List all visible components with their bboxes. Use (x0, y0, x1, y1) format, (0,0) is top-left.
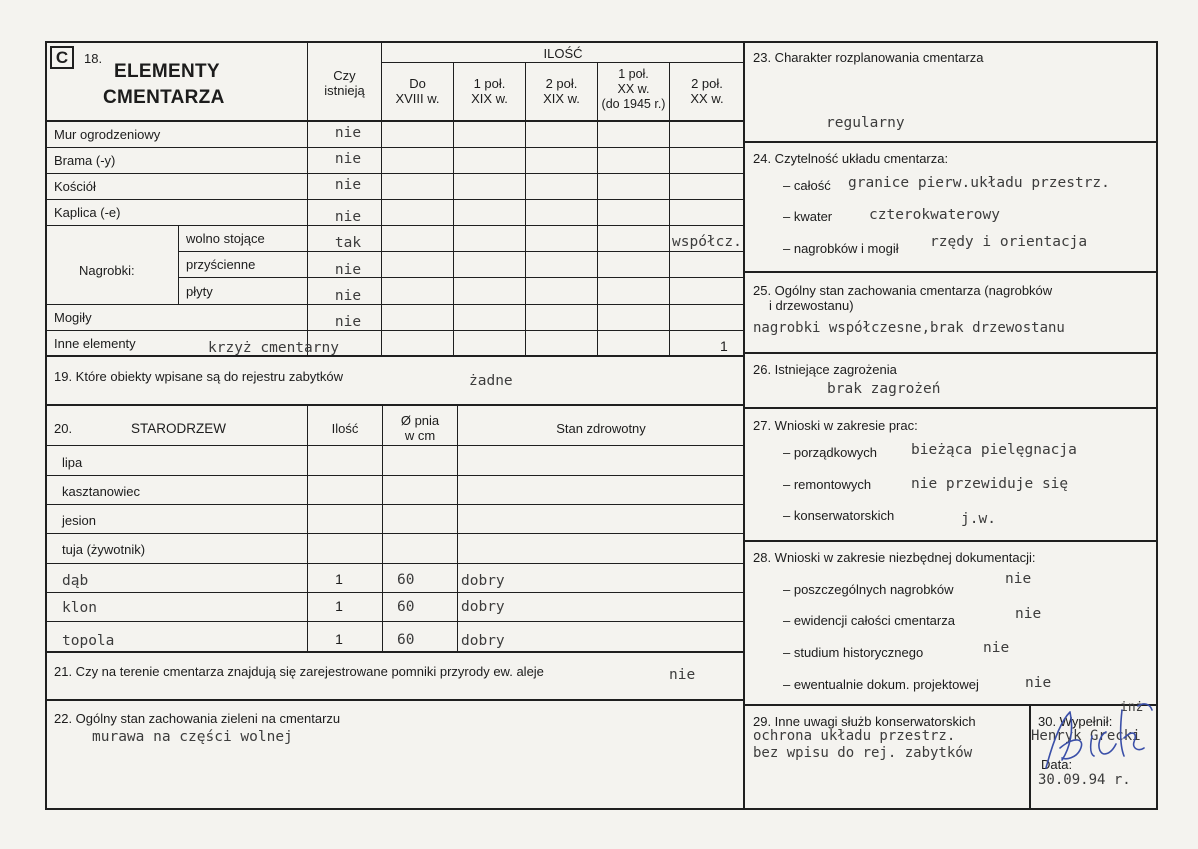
period-header-5: 2 poł. XX w. (690, 76, 724, 106)
s19-label: 19. Które obiekty wpisane są do rejestru zabytków (54, 369, 344, 384)
rule (45, 173, 744, 174)
rule (381, 62, 744, 63)
tree-name: tuja (żywotnik) (62, 542, 146, 557)
s20-number: 20. (54, 421, 73, 436)
row-label: Kościół (54, 179, 96, 194)
s20-col-qty: Ilość (331, 421, 359, 436)
col-header-exists: Czy istnieją (324, 68, 365, 98)
s25-value: nagrobki współczesne,brak drzewostanu (753, 320, 1065, 336)
s23-value: regularny (826, 115, 905, 131)
rule (45, 225, 744, 226)
s20-title: STARODRZEW (131, 421, 226, 436)
rule (45, 651, 744, 653)
rule (745, 271, 1157, 273)
period-header-2: 1 poł. XIX w. (471, 76, 508, 106)
row-label: Mur ogrodzeniowy (54, 127, 161, 142)
s28-item-label: – ewentualnie dokum. projektowej (783, 677, 979, 692)
rule (45, 404, 744, 406)
rule (45, 355, 744, 357)
rule (669, 62, 670, 357)
s30-date: 30.09.94 r. (1038, 772, 1131, 788)
row-exists-value: tak (334, 235, 362, 251)
tree-diam: 60 (397, 632, 415, 648)
rule (178, 251, 744, 252)
s28-item-value: nie (1005, 571, 1032, 587)
s27-item-label: – porządkowych (783, 445, 877, 460)
rule (45, 699, 744, 701)
s22-value: murawa na części wolnej (92, 729, 293, 745)
rule (745, 407, 1157, 409)
period-header-4: 1 poł. XX w. (do 1945 r.) (601, 67, 666, 111)
rule (745, 41, 1158, 43)
rule (45, 563, 744, 564)
section-number: 18. (84, 51, 103, 66)
s30-name: Henryk Grecki (1031, 728, 1141, 744)
tree-name: klon (62, 600, 97, 616)
s25-label-cont: i drzewostanu) (769, 298, 854, 313)
row-label: przyścienne (186, 257, 256, 272)
row-exists-value: nie (334, 288, 362, 304)
tree-health: dobry (461, 633, 505, 649)
rule (1156, 41, 1158, 810)
tree-name: lipa (62, 455, 83, 470)
s27-label: 27. Wnioski w zakresie prac: (753, 418, 918, 433)
tree-qty: 1 (335, 571, 343, 587)
row-extra-value: współcz. (672, 234, 742, 250)
rule (45, 504, 744, 505)
s24-item-value: granice pierw.układu przestrz. (848, 175, 1110, 191)
s29-line1: ochrona układu przestrz. (753, 728, 956, 744)
s22-label: 22. Ogólny stan zachowania zieleni na cmentarzu (54, 711, 341, 726)
tree-name: kasztanowiec (62, 484, 141, 499)
rule (745, 141, 1157, 143)
period-header-3: 2 poł. XIX w. (543, 76, 580, 106)
s20-col-diam: Ø pnia w cm (400, 413, 440, 443)
row-label: Inne elementy (54, 336, 136, 351)
s29-label: 29. Inne uwagi służb konserwatorskich (753, 714, 976, 729)
rule (745, 352, 1157, 354)
tree-name: topola (62, 633, 115, 649)
s20-col-health: Stan zdrowotny (556, 421, 646, 436)
row-exists-value: nie (334, 262, 362, 278)
row-label: płyty (186, 284, 213, 299)
rule (45, 199, 744, 200)
rule (45, 120, 744, 122)
s30-date-label: Data: (1041, 757, 1073, 772)
s27-item-label: – konserwatorskich (783, 508, 895, 523)
s28-item-value: nie (983, 640, 1010, 656)
s28-item-label: – studium historycznego (783, 645, 924, 660)
s24-item-label: – całość (783, 178, 831, 193)
row-label: Kaplica (-e) (54, 205, 121, 220)
rule (45, 592, 744, 593)
s28-label: 28. Wnioski w zakresie niezbędnej dokumentacji: (753, 550, 1036, 565)
row-exists-value: nie (334, 151, 362, 167)
row-exists-value: nie (334, 177, 362, 193)
s30-label: 30. Wypełnił: (1038, 714, 1113, 729)
s28-item-label: – poszczególnych nagrobków (783, 582, 954, 597)
rule (45, 304, 744, 305)
rule (745, 540, 1157, 542)
s21-value: nie (669, 667, 696, 683)
s26-label: 26. Istniejące zagrożenia (753, 362, 897, 377)
nagrobki-label: Nagrobki: (79, 263, 135, 278)
row-label: wolno stojące (186, 231, 265, 246)
rule (178, 277, 744, 278)
section-letter-box: C (50, 46, 74, 69)
row-exists-value: nie (334, 209, 362, 225)
row-exists-value: nie (334, 125, 362, 141)
rule (45, 41, 47, 810)
period-header-1: Do XVIII w. (395, 76, 440, 106)
s29-line2: bez wpisu do rej. zabytków (753, 745, 973, 761)
col-header-quantity: ILOŚĆ (543, 46, 583, 61)
s24-item-label: – nagrobków i mogił (783, 241, 899, 256)
rule (307, 406, 308, 651)
tree-name: jesion (62, 513, 96, 528)
row-count-value: 1 (720, 338, 728, 354)
rule (45, 533, 744, 534)
s30-title-prefix: inż (1120, 700, 1144, 715)
tree-name: dąb (62, 573, 89, 589)
row-label: Brama (-y) (54, 153, 116, 168)
section-title-line2: CMENTARZA (103, 87, 225, 108)
s28-item-value: nie (1015, 606, 1042, 622)
rule (1029, 704, 1031, 809)
s24-item-value: czterokwaterowy (869, 207, 1000, 223)
tree-diam: 60 (397, 572, 415, 588)
s27-item-value: nie przewiduje się (911, 476, 1069, 492)
rule (525, 62, 526, 357)
handwritten-signature (1040, 698, 1158, 778)
s27-item-label: – remontowych (783, 477, 872, 492)
s19-value: żadne (469, 373, 513, 389)
tree-diam: 60 (397, 599, 415, 615)
rule (45, 147, 744, 148)
rule (457, 406, 458, 651)
tree-health: dobry (461, 573, 505, 589)
rule (45, 330, 744, 331)
row-exists-value: nie (334, 314, 362, 330)
rule (45, 621, 744, 622)
s24-label: 24. Czytelność układu cmentarza: (753, 151, 949, 166)
rule (178, 225, 179, 304)
rule (45, 808, 1158, 810)
s21-label: 21. Czy na terenie cmentarza znajdują się zarejestrowane pomniki przyrody ew. aleje (54, 664, 544, 679)
s28-item-value: nie (1025, 675, 1052, 691)
rule (45, 445, 744, 446)
tree-qty: 1 (335, 598, 343, 614)
s26-value: brak zagrożeń (827, 381, 941, 397)
s23-label: 23. Charakter rozplanowania cmentarza (753, 50, 984, 65)
tree-qty: 1 (335, 631, 343, 647)
section-title-line1: ELEMENTY (114, 61, 220, 82)
s24-item-label: – kwater (783, 209, 833, 224)
rule (453, 62, 454, 357)
tree-health: dobry (461, 599, 505, 615)
row-label: Mogiły (54, 310, 92, 325)
rule (45, 41, 745, 43)
row-exists-value: krzyż cmentarny (208, 340, 339, 356)
s24-item-value: rzędy i orientacja (930, 234, 1088, 250)
rule (45, 475, 744, 476)
s25-label: 25. Ogólny stan zachowania cmentarza (nagrobków (753, 283, 1053, 298)
s27-item-value: j.w. (961, 511, 996, 527)
s28-item-label: – ewidencji całości cmentarza (783, 613, 955, 628)
s27-item-value: bieżąca pielęgnacja (911, 442, 1077, 458)
